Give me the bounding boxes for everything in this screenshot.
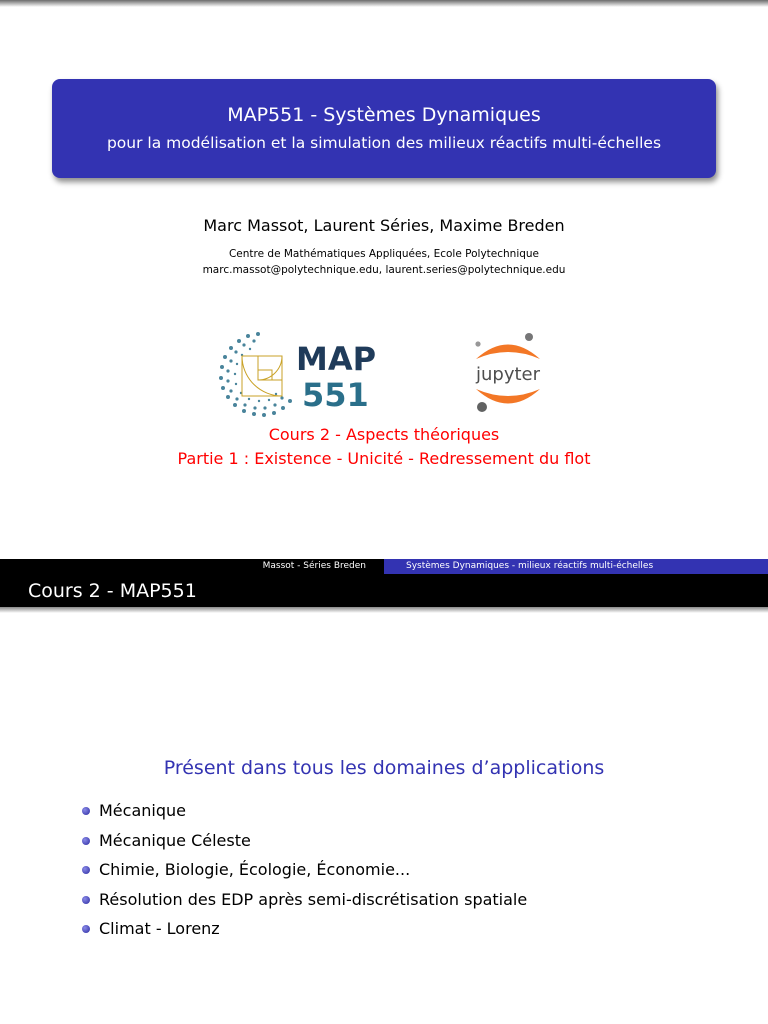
list-item-text: Résolution des EDP après semi-discrétisation spatiale [99,889,528,909]
presentation-title: MAP551 - Systèmes Dynamiques [227,104,541,126]
author-emails: marc.massot@polytechnique.edu, laurent.series@polytechnique.edu [202,264,566,276]
map-logo-text-line1: MAP [296,340,377,378]
authors: Marc Massot, Laurent Séries, Maxime Breden [203,216,565,235]
top-edge-shadow [0,0,768,7]
list-item [82,918,527,948]
map-logo-text-line2: 551 [302,376,369,414]
list-item [82,830,527,860]
frame-title-shadow [0,607,768,613]
footer-authors: Massot - Séries Breden [0,559,384,574]
jupyter-logo-text: jupyter [475,364,541,385]
bullet-icon [82,807,90,815]
bullet-list [82,800,527,948]
list-item [82,859,527,889]
bullet-icon [82,925,90,933]
part-title: Partie 1 : Existence - Unicité - Redressement du flot [177,449,591,468]
dotted-spiral-icon [219,332,292,417]
title-block [52,79,716,178]
section-heading: Présent dans tous les domaines d’applications [163,757,605,779]
course-title: Cours 2 - Aspects théoriques [268,425,500,444]
footline [0,559,768,574]
jupyter-logo [466,332,550,416]
map551-logo [214,326,394,424]
bullet-icon [82,896,90,904]
bullet-icon [82,837,90,845]
institution: Centre de Mathématiques Appliquées, Ecole Polytechnique [228,248,540,260]
bullet-icon [82,866,90,874]
presentation-subtitle: pour la modélisation et la simulation des milieux réactifs multi-échelles [106,134,662,152]
list-item-text: Mécanique [99,801,186,820]
footer-short-title: Systèmes Dynamiques - milieux réactifs multi-échelles [384,559,768,574]
list-item [82,889,527,919]
frame-title: Cours 2 - MAP551 [0,574,768,607]
list-item-text: Mécanique Céleste [99,830,251,850]
list-item [82,800,527,830]
list-item-text: Climat - Lorenz [99,919,220,938]
list-item-text: Chimie, Biologie, Écologie, Économie... [99,860,411,879]
